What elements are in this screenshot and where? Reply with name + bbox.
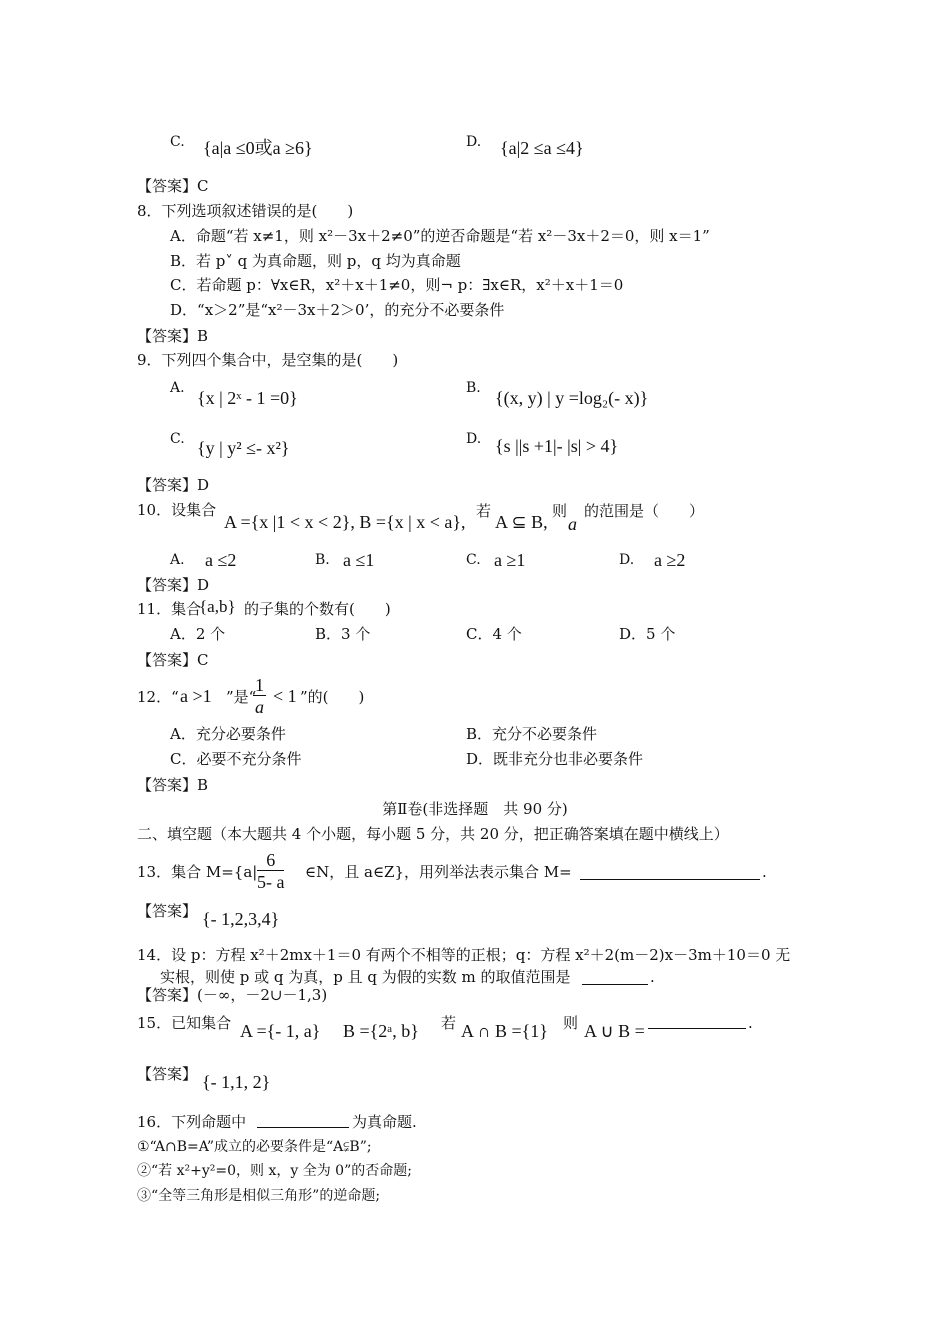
q10-option-c-label: C. xyxy=(466,552,481,568)
q10-option-c-math: a ≥1 xyxy=(494,550,526,570)
q11-stem-math: {a,b} xyxy=(199,597,236,616)
q7-option-c-label: C. xyxy=(170,134,185,150)
q10-answer: 【答案】D xyxy=(137,576,210,594)
q15-math-union: A ∪ B = xyxy=(584,1021,645,1041)
q12-stem-mid: ”是“ xyxy=(226,688,257,706)
q7-option-d-math: {a|2 ≤a ≤4} xyxy=(500,138,584,158)
q15-stem-prefix: 15．已知集合 xyxy=(137,1014,232,1032)
q16-item-1: ①“A∩B=A”成立的必要条件是“A⫋B”; xyxy=(137,1139,372,1155)
q12-option-c: C．必要不充分条件 xyxy=(170,750,302,768)
q15-ruo: 若 xyxy=(441,1014,457,1032)
q9-option-b-math: {(x, y) | y =log₂(- x)} xyxy=(495,388,649,408)
q10-stem-math-subset: A ⊆ B, xyxy=(495,512,548,532)
q15-ze: 则 xyxy=(563,1014,579,1032)
q10-option-d-label: D. xyxy=(619,552,635,568)
q16-item-3: ③“全等三角形是相似三角形”的逆命题; xyxy=(137,1188,381,1204)
section-title: 第Ⅱ卷(非选择题 共 90 分) xyxy=(382,800,568,818)
q15-math-a: A ={- 1, a} xyxy=(240,1021,321,1041)
q9-option-a-math: {x | 2ˣ - 1 =0} xyxy=(197,388,298,408)
q12-fraction xyxy=(253,675,266,718)
q12-stem-prefix: 12．“ xyxy=(137,688,179,706)
q10-stem-ruo: 若 xyxy=(476,502,492,520)
q8-option-d: D．“x＞2”是“x²－3x＋2＞0’，的充分不必要条件 xyxy=(170,301,505,319)
q15-math-b: B ={2ᵃ, b} xyxy=(343,1021,419,1041)
q12-stem-suffix: ”的( ) xyxy=(300,688,365,706)
q16-answer-blank xyxy=(257,1113,349,1128)
q8-option-b: B．若 p˅ q 为真命题，则 p，q 均为真命题 xyxy=(170,252,461,270)
q11-option-c: C．4 个 xyxy=(466,625,522,643)
q13-fraction-denominator: 5- a xyxy=(257,872,285,892)
q10-stem-prefix: 10．设集合 xyxy=(137,501,217,519)
q12-option-d: D．既非充分也非必要条件 xyxy=(466,750,644,768)
q11-option-a: A．2 个 xyxy=(170,625,226,643)
q9-answer: 【答案】D xyxy=(137,476,210,494)
q12-answer: 【答案】B xyxy=(137,776,209,794)
q7-answer: 【答案】C xyxy=(137,177,209,195)
q8-answer: 【答案】B xyxy=(137,327,209,345)
q10-option-a-label: A. xyxy=(170,552,185,568)
q12-stem-math1: a >1 xyxy=(180,686,212,706)
q7-option-d-label: D. xyxy=(466,134,482,150)
q13-answer-math: {- 1,2,3,4} xyxy=(202,909,280,929)
q13-fraction xyxy=(257,850,284,893)
q8-stem: 8．下列选项叙述错误的是( ) xyxy=(137,202,354,220)
q11-option-d: D．5 个 xyxy=(619,625,676,643)
q12-option-b: B．充分不必要条件 xyxy=(466,725,598,743)
q8-option-c: C．若命题 p：∀x∈R，x²＋x＋1≠0，则¬ p：∃x∈R，x²＋x＋1＝0 xyxy=(170,276,624,294)
q15-answer-blank xyxy=(648,1014,746,1029)
q13-stem-prefix: 13．集合 M={a| xyxy=(137,863,258,881)
q15-math-intersection: A ∩ B ={1} xyxy=(461,1021,548,1041)
q10-option-b-math: a ≤1 xyxy=(343,550,375,570)
q13-stem-end: . xyxy=(762,863,767,881)
q9-option-a-label: A. xyxy=(170,380,185,396)
q13-answer-blank xyxy=(580,865,760,880)
q9-option-c-math: {y | y² ≤- x²} xyxy=(197,438,290,458)
q10-stem-ze: 则 xyxy=(552,502,568,520)
q15-answer-math: {- 1,1, 2} xyxy=(202,1072,271,1092)
q11-stem-prefix: 11．集合 xyxy=(137,600,202,618)
q9-option-d-math: {s ||s +1|- |s| > 4} xyxy=(495,436,619,456)
q10-option-b-label: B. xyxy=(315,552,330,568)
q14-answer-blank xyxy=(582,970,648,985)
q11-stem-suffix: 的子集的个数有( ) xyxy=(244,600,391,618)
q12-fraction-denominator: a xyxy=(255,697,264,717)
q10-option-d-math: a ≥2 xyxy=(654,550,686,570)
q12-option-a: A．充分必要条件 xyxy=(170,725,286,743)
q10-stem-math-a: a xyxy=(568,514,577,534)
q15-answer-label: 【答案】 xyxy=(137,1065,198,1083)
q14-answer: 【答案】(－∞，－2∪－1,3) xyxy=(137,986,328,1004)
q16-item-2: ②“若 x²+y²=0，则 x，y 全为 0”的否命题; xyxy=(137,1163,412,1179)
q11-option-b: B．3 个 xyxy=(315,625,371,643)
q16-stem-prefix: 16．下列命题中 xyxy=(137,1113,247,1131)
q13-answer-label: 【答案】 xyxy=(137,902,198,920)
q10-stem-suffix: 的范围是（ ） xyxy=(584,502,705,520)
q12-fraction-numerator: 1 xyxy=(255,675,264,695)
q9-option-b-label: B. xyxy=(466,380,481,396)
q8-option-a: A．命题“若 x≠1，则 x²－3x＋2≠0”的逆否命题是“若 x²－3x＋2＝0，则 x＝1” xyxy=(170,227,710,245)
q10-option-a-math: a ≤2 xyxy=(205,550,237,570)
q13-fraction-numerator: 6 xyxy=(257,850,284,871)
q14-stem-end: . xyxy=(650,968,655,986)
q10-stem-math-sets: A ={x |1 < x < 2}, B ={x | x < a}, xyxy=(224,512,466,532)
q7-option-c-math: {a|a ≤0或a ≥6} xyxy=(203,138,313,158)
section-heading: 二、填空题（本大题共 4 个小题，每小题 5 分，共 20 分，把正确答案填在题中横线上） xyxy=(137,825,729,843)
q13-stem-suffix: ∈N，且 a∈Z}，用列举法表示集合 M= xyxy=(305,863,572,881)
q14-stem-line1: 14．设 p：方程 x²＋2mx＋1＝0 有两个不相等的正根；q：方程 x²＋2(m－2)x－3m＋10＝0 无 xyxy=(137,946,791,964)
q9-option-c-label: C. xyxy=(170,431,185,447)
q16-stem-suffix: 为真命题. xyxy=(352,1113,417,1131)
q15-stem-end: . xyxy=(748,1014,753,1032)
q11-answer: 【答案】C xyxy=(137,651,209,669)
q9-option-d-label: D. xyxy=(466,431,482,447)
q12-stem-math2: < 1 xyxy=(273,686,297,706)
q9-stem: 9．下列四个集合中，是空集的是( ) xyxy=(137,351,399,369)
q14-stem-line2: 实根，则使 p 或 q 为真，p 且 q 为假的实数 m 的取值范围是 xyxy=(160,968,571,986)
